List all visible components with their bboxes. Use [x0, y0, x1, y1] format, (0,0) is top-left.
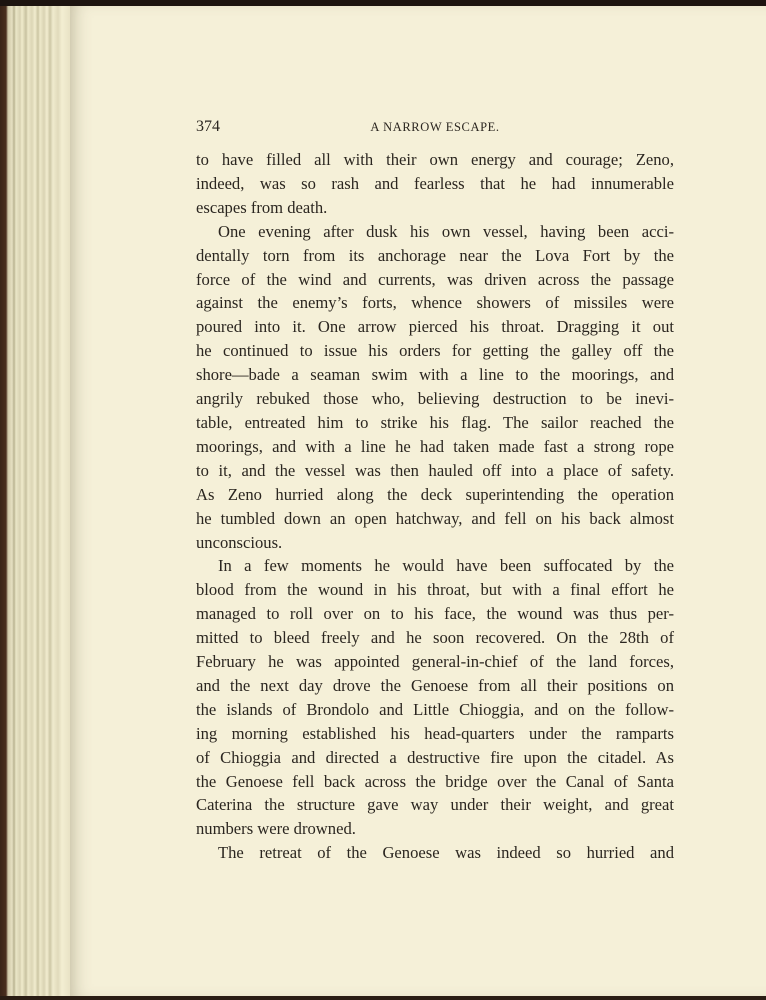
text-line: blood from the wound in his throat, but with a final effort he [196, 580, 674, 600]
text-line: of Chioggia and directed a destructive fire upon the citadel. As [196, 747, 674, 767]
text-line: poured into it. One arrow pierced his throat. Dragging it out [196, 317, 674, 337]
text-line: managed to roll over on to his face, the wound was thus per- [196, 604, 674, 624]
text-line: the Genoese fell back across the bridge over the Canal of Santa [196, 771, 674, 791]
text-line: angrily rebuked those who, believing destruction to be inevi- [196, 389, 674, 409]
text-line: to it, and the vessel was then hauled off into a place of safety. [196, 460, 674, 480]
text-line: moorings, and with a line he had taken made fast a strong rope [196, 436, 674, 456]
page-number: 374 [196, 118, 220, 135]
text-line: As Zeno hurried along the deck superintending the operation [196, 484, 674, 504]
text-line: February he was appointed general-in-chief of the land forces, [196, 652, 674, 672]
text-line: to have filled all with their own energy and courage; Zeno, [196, 150, 674, 169]
text-line: unconscious. [196, 532, 283, 552]
body-text [196, 148, 674, 865]
text-line: indeed, was so rash and fearless that he had innumerable [196, 173, 674, 193]
text-line: the islands of Brondolo and Little Chioggia, and on the follow- [196, 699, 674, 719]
text-line: against the enemy’s forts, whence showers of missiles were [196, 293, 674, 313]
text-line: mitted to bleed freely and he soon recovered. On the 28th of [196, 628, 674, 648]
text-line: ing morning established his head-quarters under the ramparts [196, 723, 674, 743]
text-line: and the next day drove the Genoese from all their positions on [196, 675, 674, 695]
text-line: Caterina the structure gave way under their weight, and great [196, 795, 674, 815]
text-line: In a few moments he would have been suffocated by the [218, 556, 674, 576]
text-line: force of the wind and currents, was driven across the passage [196, 269, 674, 289]
page-header [196, 118, 674, 138]
text-line: shore—bade a seaman swim with a line to the moorings, and [196, 365, 674, 385]
running-title: A NARROW ESCAPE. [370, 120, 500, 134]
text-line: dentally torn from its anchorage near the Lova Fort by the [196, 245, 674, 265]
text-line: The retreat of the Genoese was indeed so hurried and [218, 843, 674, 863]
text-line: One evening after dusk his own vessel, having been acci- [218, 221, 674, 241]
text-line: he continued to issue his orders for getting the galley off the [196, 341, 674, 361]
text-line: numbers were drowned. [196, 819, 356, 839]
text-line: he tumbled down an open hatchway, and fell on his back almost [196, 508, 674, 528]
text-line: escapes from death. [196, 197, 328, 217]
text-line: table, entreated him to strike his flag. The sailor reached the [196, 412, 674, 432]
